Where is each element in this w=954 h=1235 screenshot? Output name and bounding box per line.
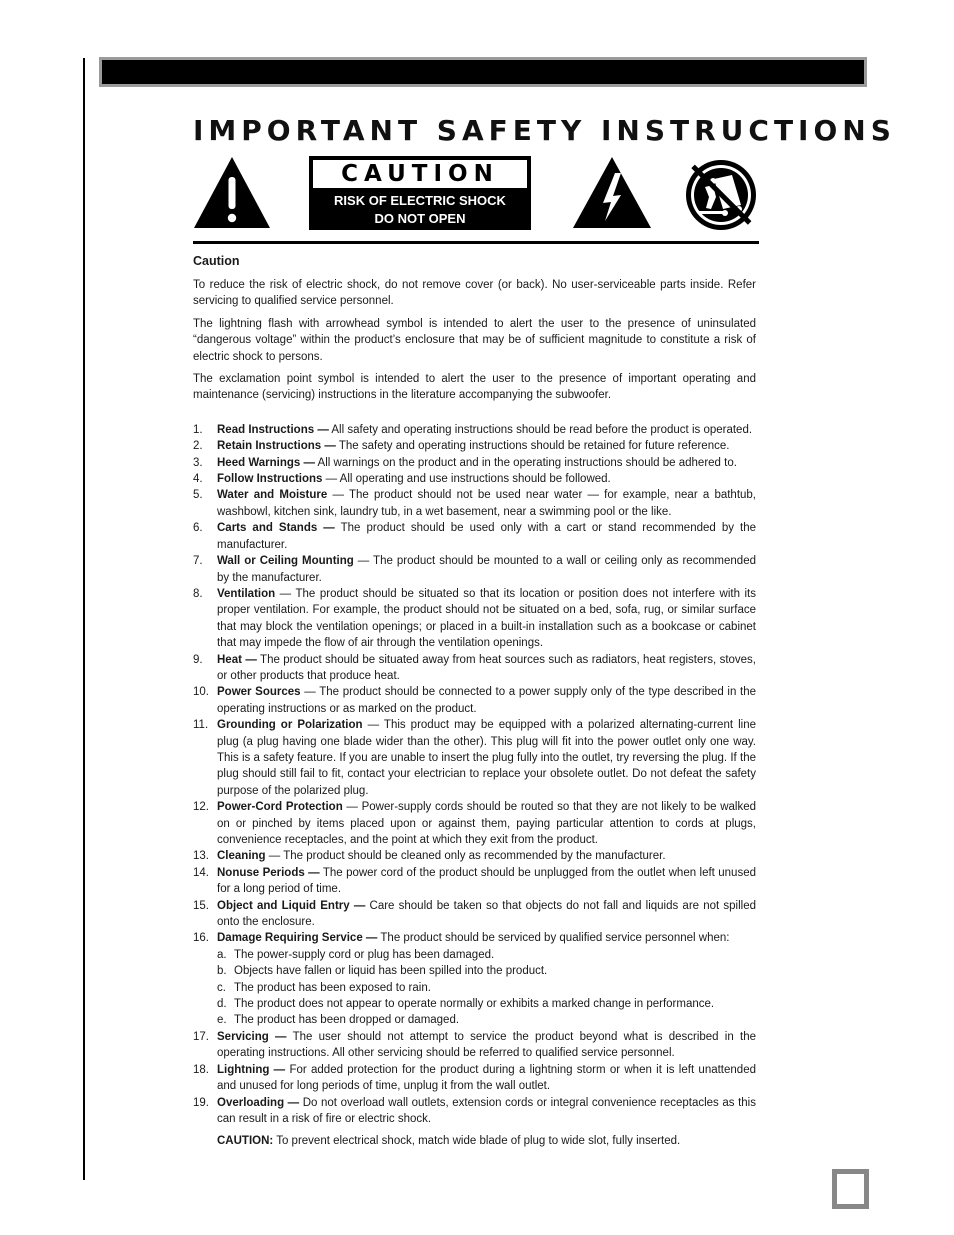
item-text: For added protection for the product during a lightning storm or when it is left unattended and unused for long periods of time, unplug it from the wall outlet.	[217, 1063, 756, 1093]
exclamation-paragraph: The exclamation point symbol is intended to alert the user to the presence of important operating and maintenance (servicing) instructions in the literature accompanying the subwoofer.	[193, 373, 756, 402]
item-number: 1.	[193, 423, 203, 436]
item-term: Wall or Ceiling Mounting	[217, 555, 354, 568]
sub-item	[217, 996, 756, 1012]
sub-item-text: The power-supply cord or plug has been damaged.	[234, 948, 495, 961]
sub-item	[217, 963, 756, 979]
sub-item	[217, 980, 756, 996]
item-text: The power cord of the product should be unplugged from the outlet when left unused for a long period of time.	[217, 866, 756, 896]
item-number: 3.	[193, 456, 203, 469]
item-number: 2.	[193, 440, 203, 453]
item-number: 17.	[193, 1030, 209, 1043]
instruction-item	[193, 455, 756, 471]
instruction-item	[193, 652, 756, 685]
item-text: — The product should be situated so that its location or position does not interfere with its proper ventilation. For example, the product should not be situated on a bed, sofa, rug, or similar surface that may block the ventilation openings; or placed in a built-in installation such as a bookcase or cabinet that may impede the flow of air through the ventilation openings.	[217, 587, 756, 650]
item-term: Damage Requiring Service —	[217, 932, 378, 945]
item-text: The product should be serviced by qualified service personnel when:	[377, 932, 730, 945]
item-term: Grounding or Polarization	[217, 719, 363, 732]
sub-item-letter: c.	[217, 981, 226, 994]
item-text: — This product may be equipped with a polarized alternating-current line plug (a plug having one blade wider than the other). This plug will fit into the power outlet only one way. This is a safety feature. If you are unable to insert the plug fully into the outlet, try reversing the plug. If the plug should still fail to fit, contact your electrician to replace your obsolete outlet. Do not defeat the safety purpose of the polarized plug.	[217, 719, 756, 797]
item-number: 10.	[193, 686, 209, 699]
item-term: Overloading —	[217, 1096, 300, 1109]
sub-item-text: The product has been exposed to rain.	[234, 981, 431, 994]
instruction-item	[193, 1029, 756, 1062]
item-number: 16.	[193, 932, 209, 945]
item-text: The product should be used only with a cart or stand recommended by the manufacturer.	[217, 522, 756, 551]
title-rule	[193, 241, 759, 244]
sub-item-letter: d.	[217, 998, 227, 1011]
item-number: 19.	[193, 1096, 209, 1109]
instruction-item	[193, 799, 756, 848]
caution-heading: CAUTION	[313, 160, 527, 188]
item-text: All safety and operating instructions should be read before the product is operated.	[328, 423, 753, 436]
item-number: 7.	[193, 555, 203, 568]
item-term: Cleaning	[217, 850, 266, 863]
item-term: Heat —	[217, 653, 257, 666]
instruction-item	[193, 898, 756, 931]
item-term: Follow Instructions	[217, 473, 323, 486]
item-term: Lightning —	[217, 1063, 286, 1076]
item-term: Heed Warnings —	[217, 456, 315, 469]
instruction-item	[193, 586, 756, 652]
item-term: Servicing —	[217, 1030, 287, 1043]
item-number: 6.	[193, 522, 203, 535]
sub-item-letter: b.	[217, 965, 227, 978]
instruction-item	[193, 471, 756, 487]
instruction-item	[193, 438, 756, 454]
item-number: 18.	[193, 1063, 209, 1076]
item-term: Carts and Stands —	[217, 522, 335, 535]
item-number: 14.	[193, 866, 209, 879]
cart-tipover-icon	[683, 157, 759, 233]
item-text: All warnings on the product and in the operating instructions should be adhered to.	[314, 456, 737, 469]
instruction-item	[193, 848, 756, 864]
instruction-list	[193, 422, 756, 1127]
item-term: Power-Cord Protection	[217, 801, 343, 814]
instruction-item	[193, 487, 756, 520]
item-number: 5.	[193, 489, 203, 502]
instruction-item	[193, 930, 756, 1028]
header-bar	[99, 57, 867, 87]
caution-label	[309, 156, 531, 230]
item-number: 9.	[193, 653, 203, 666]
exclamation-triangle-icon	[192, 155, 272, 230]
final-caution-text: To prevent electrical shock, match wide blade of plug to wide slot, fully inserted.	[273, 1135, 681, 1148]
item-text: — The product should be mounted to a wall or ceiling only as recommended by the manufacturer.	[217, 555, 756, 584]
item-text: — The product should be cleaned only as recommended by the manufacturer.	[265, 850, 666, 863]
sub-item	[217, 1012, 756, 1028]
item-number: 11.	[193, 719, 209, 732]
item-term: Retain Instructions —	[217, 440, 336, 453]
instruction-item	[193, 520, 756, 553]
caution-line-1: RISK OF ELECTRIC SHOCK	[334, 193, 506, 208]
item-text: — The product should be connected to a power supply only of the type described in the operating instructions or as marked on the product.	[217, 686, 757, 715]
safety-content	[193, 253, 756, 1150]
instruction-item	[193, 422, 756, 438]
intro-paragraph: To reduce the risk of electric shock, do not remove cover (or back). No user-serviceable parts inside. Refer servicing to qualified service personnel.	[193, 279, 756, 308]
instruction-item	[193, 553, 756, 586]
item-number: 12.	[193, 801, 209, 814]
item-text: The product should be situated away from heat sources such as radiators, heat registers, stoves, or other products that produce heat.	[217, 653, 756, 682]
item-text: — The product should not be used near water — for example, near a bathtub, washbowl, kitchen sink, laundry tub, in a wet basement, near a swimming pool or the like.	[217, 489, 757, 518]
sub-item-text: The product does not appear to operate normally or exhibits a marked change in performance.	[234, 998, 715, 1011]
item-number: 8.	[193, 587, 203, 600]
item-number: 13.	[193, 850, 209, 863]
sub-item-text: The product has been dropped or damaged.	[234, 1014, 460, 1027]
item-text: Do not overload wall outlets, extension cords or integral convenience receptacles as this can result in a risk of fire or electric shock.	[217, 1096, 756, 1125]
instruction-item	[193, 717, 756, 799]
item-text: The safety and operating instructions should be retained for future reference.	[335, 440, 730, 453]
item-term: Power Sources	[217, 686, 301, 699]
final-caution-note	[217, 1133, 756, 1149]
instruction-item	[193, 684, 756, 717]
item-term: Water and Moisture	[217, 489, 328, 502]
page-title: IMPORTANT SAFETY INSTRUCTIONS	[193, 114, 896, 147]
item-text: Care should be taken so that objects do not fall and liquids are not spilled onto the enclosure.	[217, 899, 757, 929]
margin-rule	[83, 58, 85, 1180]
section-heading: Caution	[193, 254, 240, 268]
sub-item-text: Objects have fallen or liquid has been spilled into the product.	[234, 965, 548, 978]
lightning-triangle-icon	[571, 155, 653, 230]
instruction-item	[193, 865, 756, 898]
item-text: — All operating and use instructions should be followed.	[322, 473, 611, 486]
instruction-item	[193, 1062, 756, 1095]
item-term: Nonuse Periods —	[217, 866, 320, 879]
sub-list	[217, 947, 756, 1029]
item-number: 4.	[193, 473, 203, 486]
item-term: Read Instructions —	[217, 423, 329, 436]
item-number: 15.	[193, 899, 209, 912]
sub-item-letter: e.	[217, 1014, 227, 1027]
caution-line-2: DO NOT OPEN	[374, 211, 466, 226]
instruction-item	[193, 1095, 756, 1128]
page-number-box	[832, 1169, 869, 1209]
lightning-paragraph: The lightning flash with arrowhead symbol is intended to alert the user to the presence of uninsulated “dangerous voltage” within the product’s enclosure that may be of sufficient magnitude to constitute a risk of electric shock to persons.	[193, 317, 756, 363]
sub-item	[217, 947, 756, 963]
item-term: Object and Liquid Entry —	[217, 899, 366, 912]
item-term: Ventilation	[217, 587, 276, 600]
item-text: The user should not attempt to service the product beyond what is described in the operating instructions. All other servicing should be referred to qualified service personnel.	[217, 1030, 756, 1060]
sub-item-letter: a.	[217, 948, 227, 961]
item-text: — Power-supply cords should be routed so that they are not likely to be walked on or pinched by items placed upon or against them, paying particular attention to cords at plugs, convenience receptacles, and the point at which they exit from the product.	[217, 801, 757, 846]
final-caution-term: CAUTION:	[217, 1135, 274, 1148]
